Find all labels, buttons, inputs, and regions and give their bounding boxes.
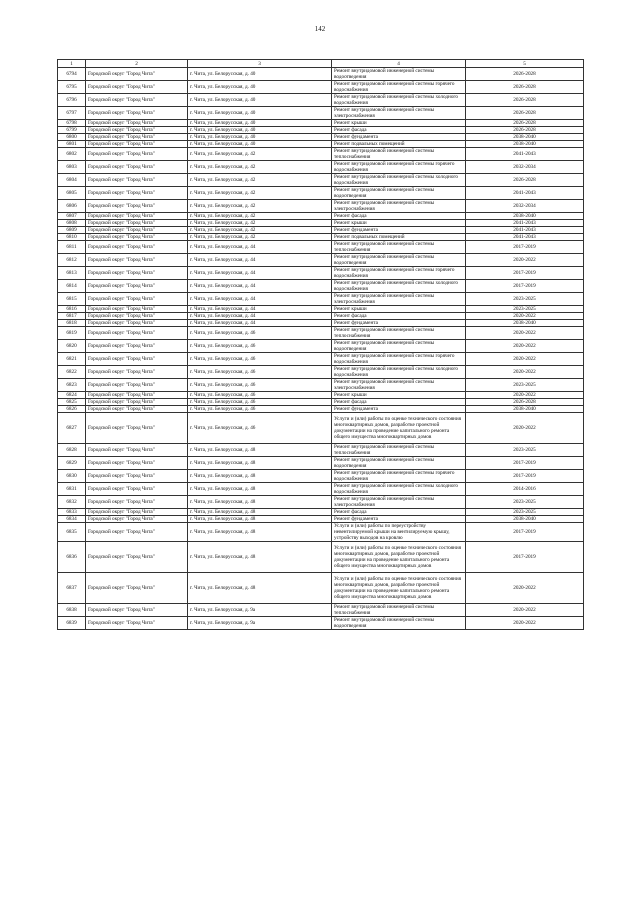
cell-address: г. Чита, ул. Белорусская, д. 44 bbox=[188, 313, 332, 320]
cell-work-type: Ремонт внутридомовой инженерной системы водоотведения bbox=[332, 340, 466, 353]
cell-row-number: 6835 bbox=[58, 523, 86, 542]
cell-period: 2038-2040 bbox=[466, 516, 584, 523]
cell-period: 2038-2040 bbox=[466, 134, 584, 141]
cell-municipality: Городской округ "Город Чита" bbox=[86, 254, 188, 267]
table-row bbox=[58, 213, 584, 220]
cell-municipality: Городской округ "Город Чита" bbox=[86, 509, 188, 516]
cell-row-number: 6819 bbox=[58, 327, 86, 340]
cell-address: г. Чита, ул. Белорусская, д. 46 bbox=[188, 327, 332, 340]
cell-work-type: Ремонт внутридомовой инженерной системы водоотведения bbox=[332, 68, 466, 81]
cell-period: 2023-2025 bbox=[466, 444, 584, 457]
cell-row-number: 6831 bbox=[58, 483, 86, 496]
cell-municipality: Городской округ "Город Чита" bbox=[86, 306, 188, 313]
cell-row-number: 6839 bbox=[58, 617, 86, 630]
cell-municipality: Городской округ "Город Чита" bbox=[86, 200, 188, 213]
cell-period: 2026-2028 bbox=[466, 107, 584, 120]
cell-address: г. Чита, ул. Белорусская, д. 48 bbox=[188, 496, 332, 509]
table-row bbox=[58, 573, 584, 604]
cell-work-type: Ремонт крыши bbox=[332, 120, 466, 127]
cell-municipality: Городской округ "Город Чита" bbox=[86, 213, 188, 220]
cell-period: 2020-2022 bbox=[466, 254, 584, 267]
table-row bbox=[58, 81, 584, 94]
table-row bbox=[58, 174, 584, 187]
cell-work-type: Ремонт внутридомовой инженерной системы электроснабжения bbox=[332, 107, 466, 120]
cell-municipality: Городской округ "Город Чита" bbox=[86, 523, 188, 542]
cell-work-type: Ремонт внутридомовой инженерной системы холодного водоснабжения bbox=[332, 366, 466, 379]
cell-row-number: 6795 bbox=[58, 81, 86, 94]
header-col-3: 3 bbox=[188, 60, 332, 68]
table-row bbox=[58, 200, 584, 213]
cell-work-type: Ремонт фасада bbox=[332, 313, 466, 320]
table-row bbox=[58, 353, 584, 366]
cell-period: 2020-2022 bbox=[466, 604, 584, 617]
cell-period: 2026-2028 bbox=[466, 127, 584, 134]
table-body bbox=[58, 68, 584, 630]
cell-address: г. Чита, ул. Белорусская, д. 48 bbox=[188, 457, 332, 470]
cell-work-type: Ремонт подвальных помещений bbox=[332, 234, 466, 241]
cell-row-number: 6816 bbox=[58, 306, 86, 313]
cell-period: 2020-2022 bbox=[466, 617, 584, 630]
cell-row-number: 6829 bbox=[58, 457, 86, 470]
cell-address: г. Чита, ул. Белорусская, д. 48 bbox=[188, 542, 332, 573]
cell-address: г. Чита, ул. Белорусская, д. 40 bbox=[188, 141, 332, 148]
cell-row-number: 6804 bbox=[58, 174, 86, 187]
cell-municipality: Городской округ "Город Чита" bbox=[86, 141, 188, 148]
table-row bbox=[58, 617, 584, 630]
cell-address: г. Чита, ул. Белорусская, д. 46 bbox=[188, 399, 332, 406]
cell-row-number: 6798 bbox=[58, 120, 86, 127]
table-row bbox=[58, 406, 584, 413]
cell-period: 2023-2025 bbox=[466, 306, 584, 313]
cell-work-type: Ремонт подвальных помещений bbox=[332, 141, 466, 148]
cell-work-type: Ремонт внутридомовой инженерной системы теплоснабжения bbox=[332, 604, 466, 617]
cell-period: 2020-2022 bbox=[466, 313, 584, 320]
cell-row-number: 6794 bbox=[58, 68, 86, 81]
table-row bbox=[58, 68, 584, 81]
cell-period: 2041-2043 bbox=[466, 220, 584, 227]
cell-address: г. Чита, ул. Белорусская, д. 42 bbox=[188, 220, 332, 227]
cell-municipality: Городской округ "Город Чита" bbox=[86, 241, 188, 254]
table-row bbox=[58, 120, 584, 127]
cell-period: 2041-2043 bbox=[466, 148, 584, 161]
cell-municipality: Городской округ "Город Чита" bbox=[86, 413, 188, 444]
cell-work-type: Ремонт крыши bbox=[332, 392, 466, 399]
table-row bbox=[58, 148, 584, 161]
table-row bbox=[58, 413, 584, 444]
cell-work-type: Ремонт внутридомовой инженерной системы теплоснабжения bbox=[332, 327, 466, 340]
cell-period: 2023-2025 bbox=[466, 293, 584, 306]
table-row bbox=[58, 141, 584, 148]
cell-period: 2020-2022 bbox=[466, 340, 584, 353]
cell-work-type: Ремонт внутридомовой инженерной системы водоотведения bbox=[332, 617, 466, 630]
cell-work-type: Ремонт внутридомовой инженерной системы электроснабжения bbox=[332, 379, 466, 392]
cell-address: г. Чита, ул. Белорусская, д. 42 bbox=[188, 174, 332, 187]
cell-work-type: Ремонт крыши bbox=[332, 306, 466, 313]
cell-address: г. Чита, ул. Белорусская, д. 44 bbox=[188, 280, 332, 293]
cell-row-number: 6799 bbox=[58, 127, 86, 134]
cell-row-number: 6800 bbox=[58, 134, 86, 141]
cell-period: 2020-2022 bbox=[466, 366, 584, 379]
table-row bbox=[58, 509, 584, 516]
cell-row-number: 6821 bbox=[58, 353, 86, 366]
cell-work-type: Ремонт внутридомовой инженерной системы электроснабжения bbox=[332, 200, 466, 213]
cell-municipality: Городской округ "Город Чита" bbox=[86, 483, 188, 496]
cell-address: г. Чита, ул. Белорусская, д. 42 bbox=[188, 187, 332, 200]
cell-row-number: 6826 bbox=[58, 406, 86, 413]
table-row bbox=[58, 220, 584, 227]
table-row bbox=[58, 444, 584, 457]
cell-address: г. Чита, ул. Белорусская, д. 48 bbox=[188, 444, 332, 457]
cell-row-number: 6814 bbox=[58, 280, 86, 293]
cell-municipality: Городской округ "Город Чита" bbox=[86, 542, 188, 573]
cell-work-type: Ремонт внутридомовой инженерной системы горячего водоснабжения bbox=[332, 161, 466, 174]
cell-period: 2032-2034 bbox=[466, 200, 584, 213]
cell-period: 2026-2028 bbox=[466, 174, 584, 187]
cell-municipality: Городской округ "Город Чита" bbox=[86, 444, 188, 457]
cell-period: 2038-2040 bbox=[466, 320, 584, 327]
cell-address: г. Чита, ул. Белорусская, д. 44 bbox=[188, 293, 332, 306]
cell-address: г. Чита, ул. Белорусская, д. 46 bbox=[188, 413, 332, 444]
cell-work-type: Ремонт фасада bbox=[332, 213, 466, 220]
table-row bbox=[58, 107, 584, 120]
table-row bbox=[58, 366, 584, 379]
cell-row-number: 6815 bbox=[58, 293, 86, 306]
cell-period: 2041-2043 bbox=[466, 234, 584, 241]
cell-row-number: 6828 bbox=[58, 444, 86, 457]
cell-address: г. Чита, ул. Белорусская, д. 42 bbox=[188, 213, 332, 220]
header-col-4: 4 bbox=[332, 60, 466, 68]
cell-row-number: 6796 bbox=[58, 94, 86, 107]
cell-row-number: 6833 bbox=[58, 509, 86, 516]
cell-municipality: Городской округ "Город Чита" bbox=[86, 313, 188, 320]
cell-work-type: Ремонт фундамента bbox=[332, 406, 466, 413]
table-row bbox=[58, 320, 584, 327]
cell-address: г. Чита, ул. Белорусская, д. 46 bbox=[188, 353, 332, 366]
cell-address: г. Чита, ул. Белорусская, д. 44 bbox=[188, 241, 332, 254]
cell-period: 2026-2028 bbox=[466, 94, 584, 107]
cell-work-type: Ремонт внутридомовой инженерной системы водоотведения bbox=[332, 457, 466, 470]
cell-municipality: Городской округ "Город Чита" bbox=[86, 227, 188, 234]
cell-address: г. Чита, ул. Белорусская, д. 40 bbox=[188, 127, 332, 134]
table-row bbox=[58, 313, 584, 320]
cell-work-type: Ремонт внутридомовой инженерной системы горячего водоснабжения bbox=[332, 353, 466, 366]
cell-municipality: Городской округ "Город Чита" bbox=[86, 68, 188, 81]
cell-work-type: Ремонт внутридомовой инженерной системы теплоснабжения bbox=[332, 148, 466, 161]
cell-row-number: 6811 bbox=[58, 241, 86, 254]
table-row bbox=[58, 523, 584, 542]
cell-row-number: 6813 bbox=[58, 267, 86, 280]
cell-period: 2038-2040 bbox=[466, 213, 584, 220]
table-row bbox=[58, 127, 584, 134]
cell-municipality: Городской округ "Город Чита" bbox=[86, 107, 188, 120]
table-row bbox=[58, 227, 584, 234]
cell-row-number: 6820 bbox=[58, 340, 86, 353]
table-row bbox=[58, 457, 584, 470]
cell-address: г. Чита, ул. Белорусская, д. 44 bbox=[188, 267, 332, 280]
cell-municipality: Городской округ "Город Чита" bbox=[86, 496, 188, 509]
cell-period: 2017-2019 bbox=[466, 470, 584, 483]
cell-period: 2038-2040 bbox=[466, 406, 584, 413]
cell-municipality: Городской округ "Город Чита" bbox=[86, 399, 188, 406]
cell-address: г. Чита, ул. Белорусская, д. 46 bbox=[188, 366, 332, 379]
header-col-1: 1 bbox=[58, 60, 86, 68]
cell-municipality: Городской округ "Город Чита" bbox=[86, 516, 188, 523]
cell-row-number: 6809 bbox=[58, 227, 86, 234]
table-header-row bbox=[58, 60, 584, 68]
cell-period: 2032-2034 bbox=[466, 161, 584, 174]
cell-work-type: Ремонт фасада bbox=[332, 509, 466, 516]
cell-row-number: 6832 bbox=[58, 496, 86, 509]
table-row bbox=[58, 327, 584, 340]
cell-period: 2017-2019 bbox=[466, 280, 584, 293]
cell-address: г. Чита, ул. Белорусская, д. 42 bbox=[188, 227, 332, 234]
cell-row-number: 6823 bbox=[58, 379, 86, 392]
cell-work-type: Услуги и (или) работы по оценке технического состояния многоквартирных домов, разработке проектной документации на проведение капитального ремонта общего имущества многоквартирных домов bbox=[332, 413, 466, 444]
cell-row-number: 6807 bbox=[58, 213, 86, 220]
table-row bbox=[58, 340, 584, 353]
cell-work-type: Ремонт внутридомовой инженерной системы горячего водоснабжения bbox=[332, 81, 466, 94]
cell-address: г. Чита, ул. Белорусская, д. 46 bbox=[188, 379, 332, 392]
cell-address: г. Чита, ул. Белорусская, д. 46 bbox=[188, 392, 332, 399]
cell-period: 2020-2022 bbox=[466, 392, 584, 399]
cell-work-type: Ремонт фундамента bbox=[332, 320, 466, 327]
cell-period: 2020-2022 bbox=[466, 413, 584, 444]
cell-municipality: Городской округ "Город Чита" bbox=[86, 457, 188, 470]
cell-municipality: Городской округ "Город Чита" bbox=[86, 604, 188, 617]
cell-municipality: Городской округ "Город Чита" bbox=[86, 470, 188, 483]
cell-work-type: Ремонт внутридомовой инженерной системы электроснабжения bbox=[332, 496, 466, 509]
table-row bbox=[58, 280, 584, 293]
cell-period: 2017-2019 bbox=[466, 523, 584, 542]
cell-work-type: Ремонт внутридомовой инженерной системы водоотведения bbox=[332, 254, 466, 267]
cell-row-number: 6827 bbox=[58, 413, 86, 444]
cell-row-number: 6805 bbox=[58, 187, 86, 200]
cell-address: г. Чита, ул. Белорусская, д. 48 bbox=[188, 483, 332, 496]
cell-period: 2026-2028 bbox=[466, 120, 584, 127]
cell-row-number: 6825 bbox=[58, 399, 86, 406]
cell-municipality: Городской округ "Город Чита" bbox=[86, 280, 188, 293]
cell-row-number: 6803 bbox=[58, 161, 86, 174]
table-row bbox=[58, 241, 584, 254]
cell-municipality: Городской округ "Город Чита" bbox=[86, 120, 188, 127]
cell-address: г. Чита, ул. Белорусская, д. 48 bbox=[188, 509, 332, 516]
cell-municipality: Городской округ "Город Чита" bbox=[86, 392, 188, 399]
cell-row-number: 6822 bbox=[58, 366, 86, 379]
cell-address: г. Чита, ул. Белорусская, д. 44 bbox=[188, 306, 332, 313]
cell-period: 2026-2028 bbox=[466, 399, 584, 406]
cell-row-number: 6797 bbox=[58, 107, 86, 120]
cell-municipality: Городской округ "Город Чита" bbox=[86, 366, 188, 379]
cell-row-number: 6817 bbox=[58, 313, 86, 320]
cell-period: 2041-2043 bbox=[466, 227, 584, 234]
cell-work-type: Ремонт внутридомовой инженерной системы холодного водоснабжения bbox=[332, 94, 466, 107]
cell-address: г. Чита, ул. Белорусская, д. 44 bbox=[188, 320, 332, 327]
cell-address: г. Чита, ул. Белорусская, д. 40 bbox=[188, 81, 332, 94]
cell-row-number: 6824 bbox=[58, 392, 86, 399]
header-col-2: 2 bbox=[86, 60, 188, 68]
cell-municipality: Городской округ "Город Чита" bbox=[86, 94, 188, 107]
cell-municipality: Городской округ "Город Чита" bbox=[86, 293, 188, 306]
cell-work-type: Ремонт внутридомовой инженерной системы теплоснабжения bbox=[332, 444, 466, 457]
cell-municipality: Городской округ "Город Чита" bbox=[86, 406, 188, 413]
cell-work-type: Услуги и (или) работы по переустройству невентилируемой крыши на вентилируемую крышу, устройству выходов на кровлю bbox=[332, 523, 466, 542]
cell-row-number: 6801 bbox=[58, 141, 86, 148]
cell-row-number: 6808 bbox=[58, 220, 86, 227]
table-row bbox=[58, 254, 584, 267]
cell-municipality: Городской округ "Город Чита" bbox=[86, 379, 188, 392]
cell-address: г. Чита, ул. Белорусская, д. 40 bbox=[188, 120, 332, 127]
cell-municipality: Городской округ "Город Чита" bbox=[86, 220, 188, 227]
cell-row-number: 6810 bbox=[58, 234, 86, 241]
table-row bbox=[58, 234, 584, 241]
table-row bbox=[58, 496, 584, 509]
cell-municipality: Городской округ "Город Чита" bbox=[86, 148, 188, 161]
cell-work-type: Ремонт фундамента bbox=[332, 134, 466, 141]
cell-work-type: Ремонт внутридомовой инженерной системы холодного водоснабжения bbox=[332, 483, 466, 496]
page-number: 142 bbox=[314, 25, 326, 33]
cell-period: 2017-2019 bbox=[466, 241, 584, 254]
table-row bbox=[58, 542, 584, 573]
cell-work-type: Услуги и (или) работы по оценке технического состояния многоквартирных домов, разработке проектной документации на проведение капитального ремонта общего имущества многоквартирных домов bbox=[332, 573, 466, 604]
cell-work-type: Ремонт внутридомовой инженерной системы теплоснабжения bbox=[332, 241, 466, 254]
cell-address: г. Чита, ул. Белорусская, д. 46 bbox=[188, 406, 332, 413]
cell-work-type: Ремонт внутридомовой инженерной системы горячего водоснабжения bbox=[332, 470, 466, 483]
cell-work-type: Ремонт внутридомовой инженерной системы холодного водоснабжения bbox=[332, 174, 466, 187]
cell-municipality: Городской округ "Город Чита" bbox=[86, 134, 188, 141]
cell-address: г. Чита, ул. Белорусская, д. 42 bbox=[188, 200, 332, 213]
cell-address: г. Чита, ул. Белорусская, д. 40 bbox=[188, 107, 332, 120]
cell-address: г. Чита, ул. Белорусская, д. 48 bbox=[188, 523, 332, 542]
cell-period: 2017-2019 bbox=[466, 267, 584, 280]
cell-period: 2014-2016 bbox=[466, 483, 584, 496]
cell-row-number: 6838 bbox=[58, 604, 86, 617]
cell-municipality: Городской округ "Город Чита" bbox=[86, 617, 188, 630]
cell-municipality: Городской округ "Город Чита" bbox=[86, 573, 188, 604]
cell-municipality: Городской округ "Город Чита" bbox=[86, 187, 188, 200]
cell-period: 2017-2019 bbox=[466, 457, 584, 470]
cell-address: г. Чита, ул. Белорусская, д. 42 bbox=[188, 161, 332, 174]
cell-address: г. Чита, ул. Белорусская, д. 48 bbox=[188, 573, 332, 604]
cell-period: 2023-2025 bbox=[466, 496, 584, 509]
table-row bbox=[58, 94, 584, 107]
cell-municipality: Городской округ "Город Чита" bbox=[86, 127, 188, 134]
cell-address: г. Чита, ул. Белорусская, д. 46 bbox=[188, 340, 332, 353]
cell-row-number: 6837 bbox=[58, 573, 86, 604]
cell-work-type: Ремонт внутридомовой инженерной системы горячего водоснабжения bbox=[332, 267, 466, 280]
cell-row-number: 6830 bbox=[58, 470, 86, 483]
cell-period: 2023-2025 bbox=[466, 509, 584, 516]
cell-work-type: Ремонт фасада bbox=[332, 127, 466, 134]
table-row bbox=[58, 293, 584, 306]
cell-period: 2023-2025 bbox=[466, 379, 584, 392]
cell-address: г. Чита, ул. Белорусская, д. 48 bbox=[188, 516, 332, 523]
cell-row-number: 6836 bbox=[58, 542, 86, 573]
cell-period: 2026-2028 bbox=[466, 81, 584, 94]
cell-municipality: Городской округ "Город Чита" bbox=[86, 174, 188, 187]
table-row bbox=[58, 187, 584, 200]
table-row bbox=[58, 470, 584, 483]
table-row bbox=[58, 267, 584, 280]
cell-row-number: 6818 bbox=[58, 320, 86, 327]
table-row bbox=[58, 399, 584, 406]
cell-period: 2020-2022 bbox=[466, 353, 584, 366]
cell-address: г. Чита, ул. Белорусская, д. 9а bbox=[188, 617, 332, 630]
cell-row-number: 6812 bbox=[58, 254, 86, 267]
cell-work-type: Ремонт внутридомовой инженерной системы холодного водоснабжения bbox=[332, 280, 466, 293]
cell-municipality: Городской округ "Город Чита" bbox=[86, 234, 188, 241]
repair-schedule-table bbox=[57, 59, 584, 630]
cell-work-type: Ремонт фундамента bbox=[332, 516, 466, 523]
cell-address: г. Чита, ул. Белорусская, д. 40 bbox=[188, 68, 332, 81]
table-row bbox=[58, 306, 584, 313]
cell-address: г. Чита, ул. Белорусская, д. 42 bbox=[188, 148, 332, 161]
cell-address: г. Чита, ул. Белорусская, д. 48 bbox=[188, 470, 332, 483]
cell-work-type: Ремонт внутридомовой инженерной системы электроснабжения bbox=[332, 293, 466, 306]
cell-period: 2020-2022 bbox=[466, 327, 584, 340]
cell-work-type: Услуги и (или) работы по оценке технического состояния многоквартирных домов, разработке проектной документации на проведение капитального ремонта общего имущества многоквартирных домов bbox=[332, 542, 466, 573]
cell-municipality: Городской округ "Город Чита" bbox=[86, 81, 188, 94]
table-row bbox=[58, 483, 584, 496]
header-col-5: 5 bbox=[466, 60, 584, 68]
cell-period: 2041-2043 bbox=[466, 187, 584, 200]
cell-work-type: Ремонт крыши bbox=[332, 220, 466, 227]
cell-address: г. Чита, ул. Белорусская, д. 9а bbox=[188, 604, 332, 617]
table-row bbox=[58, 379, 584, 392]
cell-work-type: Ремонт фундамента bbox=[332, 227, 466, 234]
cell-work-type: Ремонт внутридомовой инженерной системы водоотведения bbox=[332, 187, 466, 200]
cell-address: г. Чита, ул. Белорусская, д. 40 bbox=[188, 134, 332, 141]
table-row bbox=[58, 516, 584, 523]
cell-work-type: Ремонт фасада bbox=[332, 399, 466, 406]
cell-municipality: Городской округ "Город Чита" bbox=[86, 327, 188, 340]
table-row bbox=[58, 134, 584, 141]
cell-period: 2017-2019 bbox=[466, 542, 584, 573]
cell-municipality: Городской округ "Город Чита" bbox=[86, 161, 188, 174]
table-row bbox=[58, 392, 584, 399]
cell-row-number: 6802 bbox=[58, 148, 86, 161]
cell-row-number: 6806 bbox=[58, 200, 86, 213]
table-row bbox=[58, 604, 584, 617]
cell-municipality: Городской округ "Город Чита" bbox=[86, 320, 188, 327]
cell-municipality: Городской округ "Город Чита" bbox=[86, 267, 188, 280]
cell-period: 2038-2040 bbox=[466, 141, 584, 148]
table-row bbox=[58, 161, 584, 174]
cell-address: г. Чита, ул. Белорусская, д. 40 bbox=[188, 94, 332, 107]
cell-period: 2026-2028 bbox=[466, 68, 584, 81]
cell-municipality: Городской округ "Город Чита" bbox=[86, 353, 188, 366]
cell-row-number: 6834 bbox=[58, 516, 86, 523]
cell-address: г. Чита, ул. Белорусская, д. 42 bbox=[188, 234, 332, 241]
cell-address: г. Чита, ул. Белорусская, д. 44 bbox=[188, 254, 332, 267]
cell-municipality: Городской округ "Город Чита" bbox=[86, 340, 188, 353]
cell-period: 2020-2022 bbox=[466, 573, 584, 604]
